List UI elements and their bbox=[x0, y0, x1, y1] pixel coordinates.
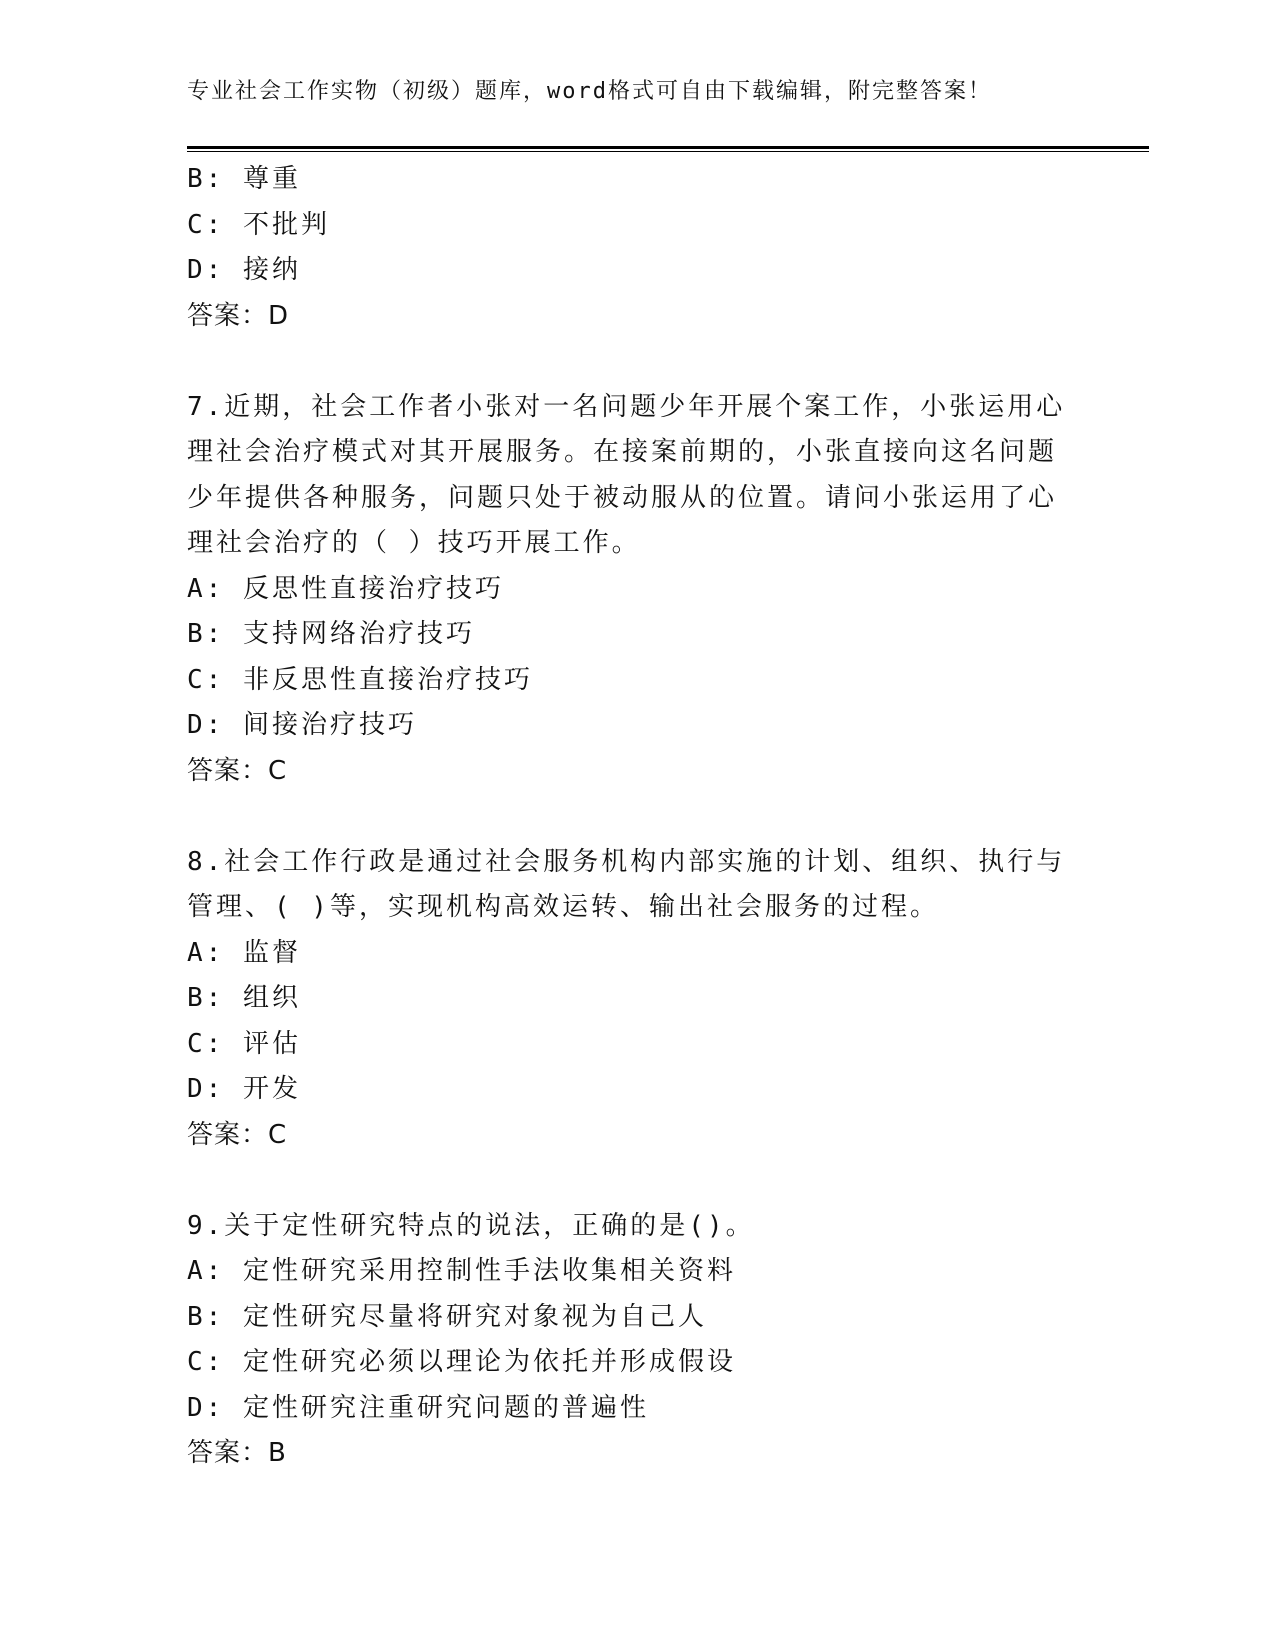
option-line: A: 反思性直接治疗技巧 bbox=[187, 573, 504, 604]
question-9 bbox=[187, 1204, 1087, 1477]
option-line: B: 支持网络治疗技巧 bbox=[187, 619, 475, 649]
document-body bbox=[187, 157, 1087, 1477]
question-stem-line: 8.社会工作行政是通过社会服务机构内部实施的计划、组织、执行与 bbox=[187, 846, 1066, 877]
spacer bbox=[187, 1158, 1087, 1204]
option-line: A: 监督 bbox=[187, 937, 301, 968]
question-stem-line: 理社会治疗模式对其开展服务。在接案前期的，小张直接向这名问题 bbox=[187, 437, 1058, 467]
option-line: B: 定性研究尽量将研究对象视为自己人 bbox=[187, 1301, 707, 1332]
question-6-continuation bbox=[187, 157, 1087, 339]
header-divider-thin bbox=[187, 151, 1149, 152]
option-line: C: 定性研究必须以理论为依托并形成假设 bbox=[187, 1347, 736, 1377]
question-stem-line: 少年提供各种服务，问题只处于被动服从的位置。请问小张运用了心 bbox=[187, 482, 1058, 513]
option-line: C: 评估 bbox=[187, 1028, 301, 1059]
option-line: B: 尊重 bbox=[187, 164, 301, 194]
question-stem-line: 管理、( )等，实现机构高效运转、输出社会服务的过程。 bbox=[187, 892, 939, 922]
option-line: A: 定性研究采用控制性手法收集相关资料 bbox=[187, 1256, 736, 1286]
option-line: C: 不批判 bbox=[187, 209, 330, 240]
option-line: C: 非反思性直接治疗技巧 bbox=[187, 664, 533, 695]
answer-line: 答案：B bbox=[187, 1438, 287, 1468]
option-line: D: 定性研究注重研究问题的普遍性 bbox=[187, 1392, 649, 1423]
answer-line: 答案：C bbox=[187, 755, 288, 786]
answer-line: 答案：D bbox=[187, 300, 290, 331]
question-8 bbox=[187, 840, 1087, 1159]
page-header-title: 专业社会工作实物（初级）题库，word格式可自由下载编辑，附完整答案！ bbox=[187, 79, 992, 104]
question-stem-line: 9.关于定性研究特点的说法，正确的是()。 bbox=[187, 1210, 755, 1241]
answer-line: 答案：C bbox=[187, 1119, 288, 1150]
header-divider-thick bbox=[187, 146, 1149, 149]
question-stem-line: 7.近期，社会工作者小张对一名问题少年开展个案工作，小张运用心 bbox=[187, 391, 1066, 422]
question-stem-line: 理社会治疗的（ ）技巧开展工作。 bbox=[187, 528, 641, 558]
option-line: B: 组织 bbox=[187, 983, 301, 1013]
spacer bbox=[187, 339, 1087, 385]
option-line: D: 间接治疗技巧 bbox=[187, 710, 417, 740]
option-line: D: 接纳 bbox=[187, 255, 301, 285]
spacer bbox=[187, 794, 1087, 840]
option-line: D: 开发 bbox=[187, 1074, 301, 1104]
question-7 bbox=[187, 385, 1087, 795]
